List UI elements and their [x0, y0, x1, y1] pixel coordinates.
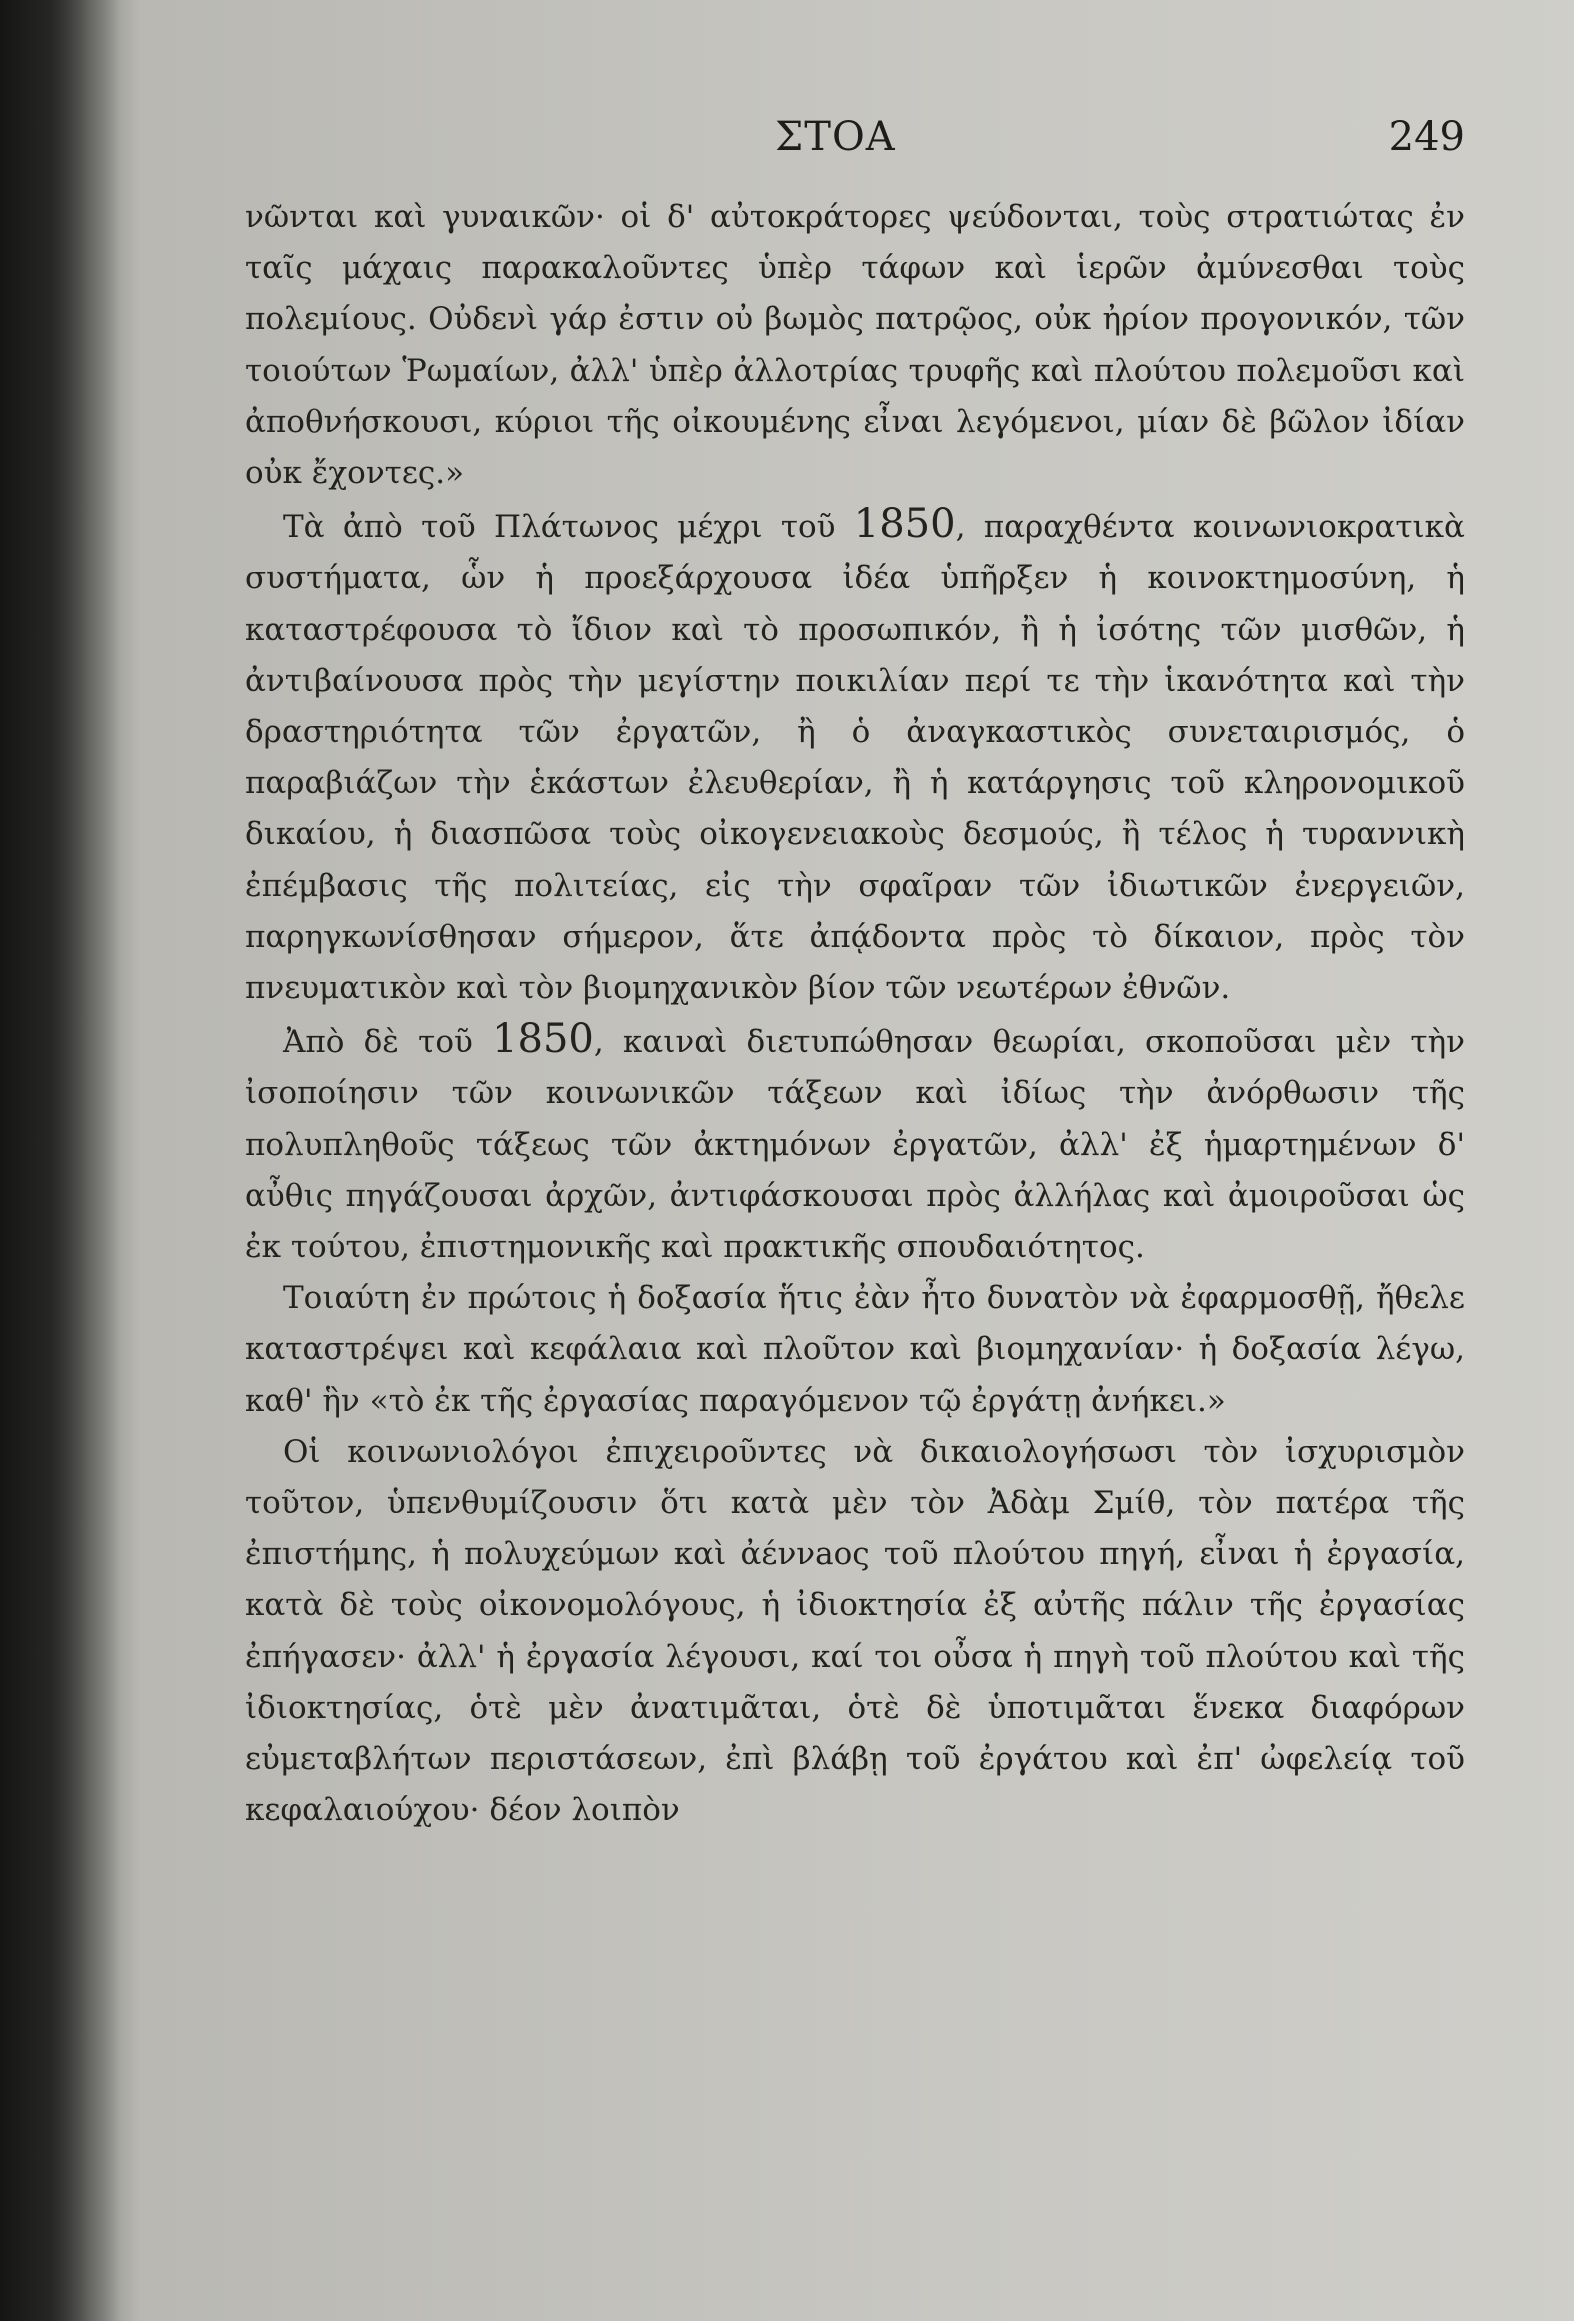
paragraph-since-rest: , καιναὶ διετυπώθησαν θεωρίαι, σκοποῦσαι μὲν τὴν ἰσοποίησιν τῶν κοινωνικῶν τάξεων καὶ ἰδίως τὴν ἀνόρθωσιν τῆς πολυπληθοῦς τάξεως τῶν ἀκτημόνων ἐργατῶν, ἀλλ' ἐξ ἡμαρτημένων δ' αὖθις πηγάζουσαι ἀρχῶν, ἀντιφάσκουσαι πρὸς ἀλλήλας καὶ ἀμοιροῦσαι ὡς ἐκ τούτου, ἐπιστημονικῆς καὶ πρακτικῆς σπουδαιότητος. — [245, 1024, 1465, 1266]
running-title: ΣΤΟΑ — [775, 114, 896, 160]
paragraph-since-start: Ἀπὸ δὲ τοῦ — [283, 1024, 493, 1061]
running-head — [235, 110, 1465, 170]
year-1850-second: 1850 — [492, 1016, 594, 1063]
paragraph-continued: νῶνται καὶ γυναικῶν· οἱ δ' αὐτοκράτορες ψεύδονται, τοὺς στρατιώτας ἐν ταῖς μάχαις παρακαλοῦντες ὑπὲρ τάφων καὶ ἱερῶν ἀμύνεσθαι τοὺς πολεμίους. Οὐδενὶ γάρ ἐστιν οὐ βωμὸς πατρῷος, οὐκ ἠρίον προγονικόν, τῶν τοιούτων Ῥωμαίων, ἀλλ' ὑπὲρ ἀλλοτρίας τρυφῆς καὶ πλούτου πολεμοῦσι καὶ ἀποθνήσκουσι, κύριοι τῆς οἰκουμένης εἶναι λεγόμενοι, μίαν δὲ βῶλον ἰδίαν οὐκ ἔχοντες.» — [245, 199, 1465, 492]
paragraph-plato — [245, 499, 1465, 1014]
paragraph-since-1850 — [245, 1014, 1465, 1273]
paragraph-plato-start: Τὰ ἀπὸ τοῦ Πλάτωνος μέχρι τοῦ — [283, 509, 854, 546]
binding-shadow — [0, 0, 120, 2321]
page-number: 249 — [1388, 114, 1465, 160]
paragraph-sociologists: Οἱ κοινωνιολόγοι ἐπιχειροῦντες νὰ δικαιολογήσωσι τὸν ἰσχυρισμὸν τοῦτον, ὑπενθυμίζουσιν ὅτι κατὰ μὲν τὸν Ἀδὰμ Σμίθ, τὸν πατέρα τῆς ἐπιστήμης, ἡ πολυχεύμων καὶ ἀέννaος τοῦ πλούτου πηγή, εἶναι ἡ ἐργασία, κατὰ δὲ τοὺς οἰκονομολόγους, ἡ ἰδιοκτησία ἐξ αὐτῆς πάλιν τῆς ἐργασίας ἐπήγασεν· ἀλλ' ἡ ἐργασία λέγουσι, καί τοι οὖσα ἡ πηγὴ τοῦ πλούτου καὶ τῆς ἰδιοκτησίας, ὁτὲ μὲν ἀνατιμᾶται, ὁτὲ δὲ ὑποτιμᾶται ἕνεκα διαφόρων εὐμεταβλήτων περιστάσεων, ἐπὶ βλάβῃ τοῦ ἐργάτου καὶ ἐπ' ὠφελείᾳ τοῦ κεφαλαιούχου· δέον λοιπὸν — [245, 1433, 1465, 1829]
paragraph-doctrine: Τοιαύτη ἐν πρώτοις ἡ δοξασία ἥτις ἐὰν ἦτο δυνατὸν νὰ ἐφαρμοσθῇ, ἤθελε καταστρέψει καὶ κεφάλαια καὶ πλοῦτον καὶ βιομηχανίαν· ἡ δοξασία λέγω, καθ' ἣν «τὸ ἐκ τῆς ἐργασίας παραγόμενον τῷ ἐργάτῃ ἀνήκει.» — [245, 1280, 1465, 1419]
body-text — [245, 192, 1465, 1837]
paragraph-plato-rest: , παραχθέντα κοινωνιοκρατικὰ συστήματα, ὧν ἡ προεξάρχουσα ἰδέα ὑπῆρξεν ἡ κοινοκτημοσύνη, ἡ καταστρέφουσα τὸ ἴδιον καὶ τὸ προσωπικόν, ἢ ἡ ἰσότης τῶν μισθῶν, ἡ ἀντιβαίνουσα πρὸς τὴν μεγίστην ποικιλίαν περί τε τὴν ἱκανότητα καὶ τὴν δραστηριότητα τῶν ἐργατῶν, ἢ ὁ ἀναγκαστικὸς συνεταιρισμός, ὁ παραβιάζων τὴν ἑκάστων ἐλευθερίαν, ἢ ἡ κατάργησις τοῦ κληρονομικοῦ δικαίου, ἡ διασπῶσα τοὺς οἰκογενειακοὺς δεσμούς, ἢ τέλος ἡ τυραννικὴ ἐπέμβασις τῆς πολιτείας, εἰς τὴν σφαῖραν τῶν ἰδιωτικῶν ἐνεργειῶν, παρηγκωνίσθησαν σήμερον, ἅτε ἀπᾴδοντα πρὸς τὸ δίκαιον, πρὸς τὸν πνευματικὸν καὶ τὸν βιομηχανικὸν βίον τῶν νεωτέρων ἐθνῶν. — [245, 509, 1465, 1007]
year-1850: 1850 — [853, 501, 956, 548]
